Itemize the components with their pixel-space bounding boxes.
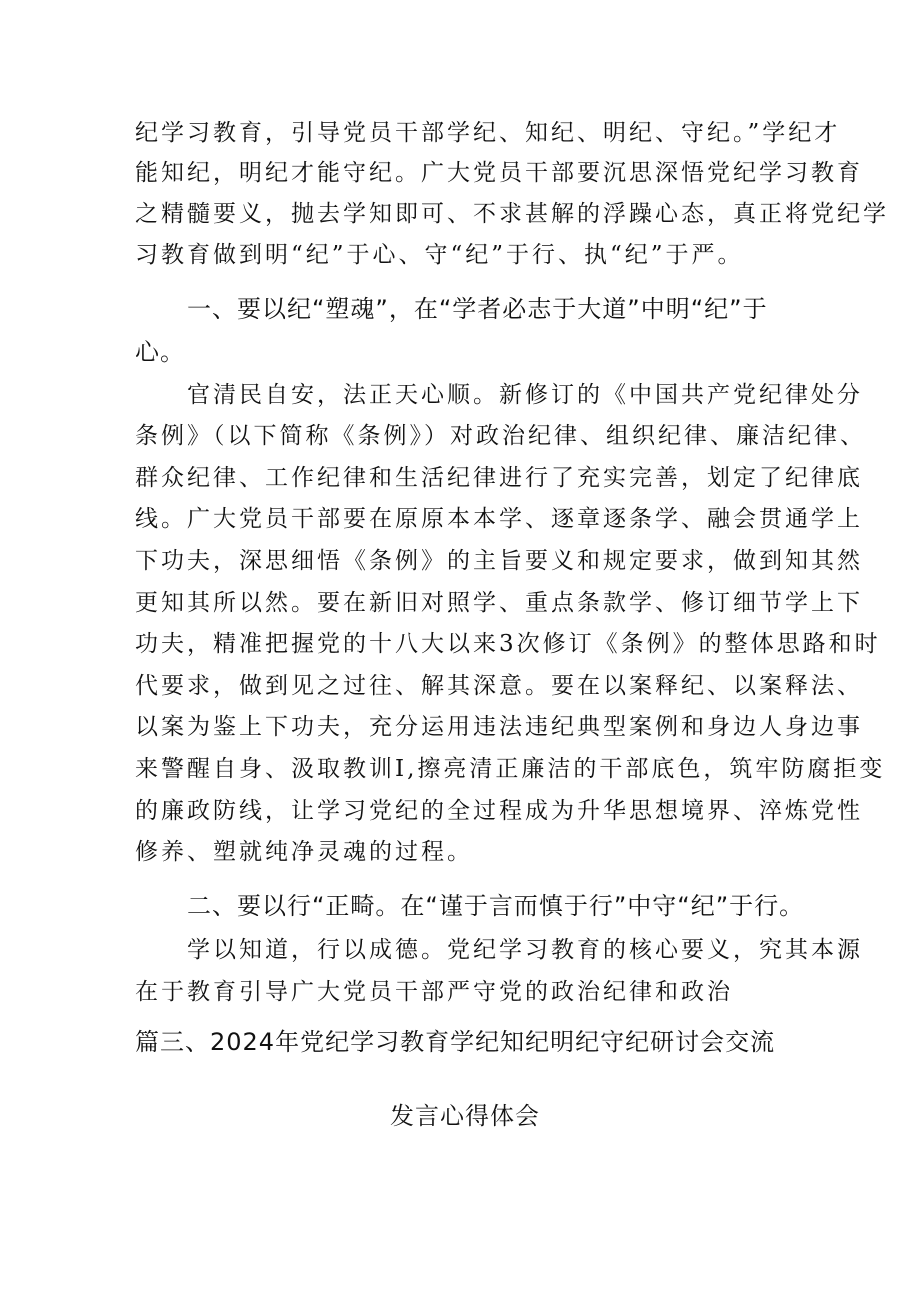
heading-1-line-2: 心。 <box>135 338 185 366</box>
paragraph-1-line-4: 习教育做到明“纪”于心、守“纪”于行、执“纪”于严。 <box>135 242 744 268</box>
paragraph-3-line-2: 在于教育引导广大党员干部严守党的政治纪律和政治 <box>135 979 733 1005</box>
paragraph-1-line-1: 纪学习教育，引导党员干部学纪、知纪、明纪、守纪。”学纪才 <box>135 120 841 146</box>
paragraph-2-line-6: 更知其所以然。要在新旧对照学、重点条款学、修订细节学上下 <box>135 590 863 616</box>
paragraph-2-line-12: 修养、塑就纯净灵魂的过程。 <box>135 839 473 865</box>
paragraph-2-line-10: 来警醒自身、汲取教训I,擦亮清正廉洁的干部底色，筑牢防腐拒变 <box>135 756 886 782</box>
paragraph-2-line-1: 官清民自安，法正天心顺。新修订的《中国共产党纪律处分 <box>187 382 863 408</box>
paragraph-2-line-8: 代要求，做到见之过往、解其深意。要在以案释纪、以案释法、 <box>135 673 863 699</box>
paragraph-2-line-5: 下功夫，深思细悟《条例》的主旨要义和规定要求，做到知其然 <box>135 548 863 574</box>
paragraph-2-line-4: 线。广大党员干部要在原原本本学、逐章逐条学、融会贯通学上 <box>135 506 863 532</box>
paragraph-2-line-3: 群众纪律、工作纪律和生活纪律进行了充实完善，划定了纪律底 <box>135 465 863 491</box>
paragraph-2-line-9: 以案为鉴上下功夫，充分运用违法违纪典型案例和身边人身边事 <box>135 714 863 740</box>
paragraph-2-line-11: 的廉政防线，让学习党纪的全过程成为升华思想境界、淬炼党性 <box>135 798 863 824</box>
section-title-line-1: 篇三、2024年党纪学习教育学纪知纪明纪守纪研讨会交流 <box>135 1028 776 1056</box>
paragraph-2-line-7: 功夫，精准把握党的十八大以来3次修订《条例》的整体思路和时 <box>135 631 881 657</box>
heading-2-line-1: 二、要以行“正畸。在“谨于言而慎于行”中守“纪”于行。 <box>187 892 805 920</box>
paragraph-2-line-2: 条例》（以下简称《条例》）对政治纪律、组织纪律、廉洁纪律、 <box>135 423 866 449</box>
paragraph-1-line-2: 能知纪，明纪才能守纪。广大党员干部要沉思深悟党纪学习教育 <box>135 160 863 186</box>
paragraph-1-line-3: 之精髓要义，抛去学知即可、不求甚解的浮躁心态，真正将党纪学 <box>135 201 889 227</box>
heading-1-line-1: 一、要以纪“塑魂”，在“学者必志于大道”中明“纪”于 <box>187 295 768 323</box>
section-title-line-2: 发言心得体会 <box>390 1102 540 1130</box>
paragraph-3-line-1: 学以知道，行以成德。党纪学习教育的核心要义，究其本源 <box>187 937 863 963</box>
